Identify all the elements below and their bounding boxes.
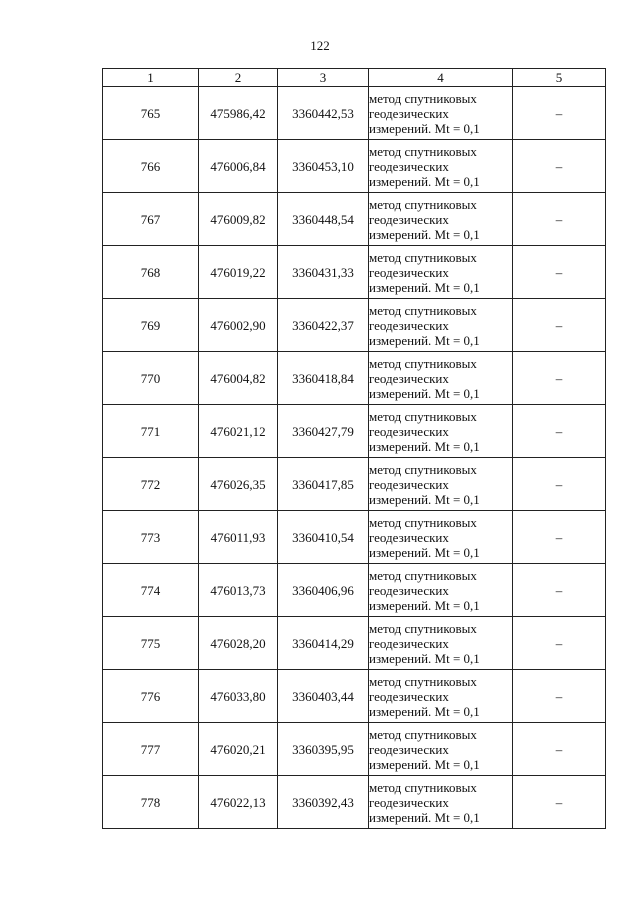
note-cell: – xyxy=(513,723,606,776)
x-coordinate-cell: 476020,21 xyxy=(199,723,278,776)
x-coordinate-cell: 476022,13 xyxy=(199,776,278,829)
method-line: измерений. Mt = 0,1 xyxy=(369,226,480,242)
point-number-cell: 776 xyxy=(103,670,199,723)
method-line: метод спутниковых xyxy=(369,726,477,742)
table-row xyxy=(103,405,606,458)
column-header: 3 xyxy=(278,69,369,87)
method-line: геодезических xyxy=(369,635,449,651)
note-cell: – xyxy=(513,458,606,511)
method-cell xyxy=(369,617,513,670)
point-number-cell: 770 xyxy=(103,352,199,405)
point-number-cell: 773 xyxy=(103,511,199,564)
method-line: измерений. Mt = 0,1 xyxy=(369,120,480,136)
table-row xyxy=(103,246,606,299)
method-line: геодезических xyxy=(369,317,449,333)
y-coordinate-cell: 3360392,43 xyxy=(278,776,369,829)
table-row xyxy=(103,511,606,564)
point-number-cell: 767 xyxy=(103,193,199,246)
x-coordinate-cell: 476013,73 xyxy=(199,564,278,617)
coordinates-table xyxy=(102,68,606,829)
x-coordinate-cell: 476006,84 xyxy=(199,140,278,193)
x-coordinate-cell: 476026,35 xyxy=(199,458,278,511)
point-number-cell: 774 xyxy=(103,564,199,617)
note-cell: – xyxy=(513,299,606,352)
x-coordinate-cell: 476011,93 xyxy=(199,511,278,564)
method-line: метод спутниковых xyxy=(369,249,477,265)
method-line: геодезических xyxy=(369,794,449,810)
method-line: метод спутниковых xyxy=(369,90,477,106)
method-cell xyxy=(369,670,513,723)
y-coordinate-cell: 3360422,37 xyxy=(278,299,369,352)
method-line: геодезических xyxy=(369,476,449,492)
table-header-row xyxy=(103,69,606,87)
method-line: измерений. Mt = 0,1 xyxy=(369,332,480,348)
x-coordinate-cell: 476021,12 xyxy=(199,405,278,458)
method-line: геодезических xyxy=(369,211,449,227)
method-line: метод спутниковых xyxy=(369,567,477,583)
y-coordinate-cell: 3360410,54 xyxy=(278,511,369,564)
table-row xyxy=(103,87,606,140)
method-cell xyxy=(369,511,513,564)
method-line: измерений. Mt = 0,1 xyxy=(369,756,480,772)
y-coordinate-cell: 3360418,84 xyxy=(278,352,369,405)
point-number-cell: 778 xyxy=(103,776,199,829)
table-row xyxy=(103,617,606,670)
method-line: геодезических xyxy=(369,370,449,386)
table-row xyxy=(103,776,606,829)
table-row xyxy=(103,299,606,352)
table-row xyxy=(103,193,606,246)
point-number-cell: 768 xyxy=(103,246,199,299)
point-number-cell: 777 xyxy=(103,723,199,776)
y-coordinate-cell: 3360453,10 xyxy=(278,140,369,193)
y-coordinate-cell: 3360431,33 xyxy=(278,246,369,299)
y-coordinate-cell: 3360448,54 xyxy=(278,193,369,246)
note-cell: – xyxy=(513,564,606,617)
method-line: геодезических xyxy=(369,264,449,280)
note-cell: – xyxy=(513,193,606,246)
method-cell xyxy=(369,776,513,829)
method-line: измерений. Mt = 0,1 xyxy=(369,597,480,613)
method-line: измерений. Mt = 0,1 xyxy=(369,279,480,295)
column-header: 4 xyxy=(369,69,513,87)
method-line: измерений. Mt = 0,1 xyxy=(369,544,480,560)
x-coordinate-cell: 476002,90 xyxy=(199,299,278,352)
y-coordinate-cell: 3360414,29 xyxy=(278,617,369,670)
column-header: 5 xyxy=(513,69,606,87)
note-cell: – xyxy=(513,617,606,670)
method-cell xyxy=(369,87,513,140)
page-number: 122 xyxy=(310,38,330,53)
method-line: геодезических xyxy=(369,423,449,439)
method-line: метод спутниковых xyxy=(369,461,477,477)
point-number-cell: 766 xyxy=(103,140,199,193)
note-cell: – xyxy=(513,511,606,564)
method-line: метод спутниковых xyxy=(369,779,477,795)
table-row xyxy=(103,670,606,723)
method-line: метод спутниковых xyxy=(369,408,477,424)
column-header: 1 xyxy=(103,69,199,87)
note-cell: – xyxy=(513,776,606,829)
method-cell xyxy=(369,723,513,776)
point-number-cell: 765 xyxy=(103,87,199,140)
method-line: геодезических xyxy=(369,688,449,704)
method-line: геодезических xyxy=(369,582,449,598)
method-line: метод спутниковых xyxy=(369,514,477,530)
method-cell xyxy=(369,299,513,352)
point-number-cell: 775 xyxy=(103,617,199,670)
method-cell xyxy=(369,140,513,193)
table-row xyxy=(103,352,606,405)
method-line: метод спутниковых xyxy=(369,355,477,371)
method-cell xyxy=(369,564,513,617)
method-line: измерений. Mt = 0,1 xyxy=(369,438,480,454)
method-line: метод спутниковых xyxy=(369,143,477,159)
method-cell xyxy=(369,405,513,458)
point-number-cell: 772 xyxy=(103,458,199,511)
point-number-cell: 771 xyxy=(103,405,199,458)
x-coordinate-cell: 476019,22 xyxy=(199,246,278,299)
method-cell xyxy=(369,352,513,405)
x-coordinate-cell: 476028,20 xyxy=(199,617,278,670)
point-number-cell: 769 xyxy=(103,299,199,352)
method-line: метод спутниковых xyxy=(369,196,477,212)
table-row xyxy=(103,140,606,193)
table-body xyxy=(103,87,606,829)
method-cell xyxy=(369,193,513,246)
method-line: метод спутниковых xyxy=(369,673,477,689)
y-coordinate-cell: 3360442,53 xyxy=(278,87,369,140)
method-line: геодезических xyxy=(369,105,449,121)
x-coordinate-cell: 476009,82 xyxy=(199,193,278,246)
note-cell: – xyxy=(513,140,606,193)
table-row xyxy=(103,458,606,511)
method-cell xyxy=(369,458,513,511)
method-line: метод спутниковых xyxy=(369,302,477,318)
method-line: измерений. Mt = 0,1 xyxy=(369,491,480,507)
y-coordinate-cell: 3360406,96 xyxy=(278,564,369,617)
method-line: измерений. Mt = 0,1 xyxy=(369,809,480,825)
y-coordinate-cell: 3360395,95 xyxy=(278,723,369,776)
method-line: измерений. Mt = 0,1 xyxy=(369,703,480,719)
note-cell: – xyxy=(513,352,606,405)
method-line: измерений. Mt = 0,1 xyxy=(369,385,480,401)
y-coordinate-cell: 3360417,85 xyxy=(278,458,369,511)
x-coordinate-cell: 475986,42 xyxy=(199,87,278,140)
method-line: измерений. Mt = 0,1 xyxy=(369,650,480,666)
note-cell: – xyxy=(513,87,606,140)
method-line: геодезических xyxy=(369,158,449,174)
x-coordinate-cell: 476004,82 xyxy=(199,352,278,405)
method-line: измерений. Mt = 0,1 xyxy=(369,173,480,189)
method-line: метод спутниковых xyxy=(369,620,477,636)
y-coordinate-cell: 3360403,44 xyxy=(278,670,369,723)
x-coordinate-cell: 476033,80 xyxy=(199,670,278,723)
y-coordinate-cell: 3360427,79 xyxy=(278,405,369,458)
method-line: геодезических xyxy=(369,529,449,545)
table-row xyxy=(103,723,606,776)
note-cell: – xyxy=(513,246,606,299)
note-cell: – xyxy=(513,670,606,723)
note-cell: – xyxy=(513,405,606,458)
method-line: геодезических xyxy=(369,741,449,757)
method-cell xyxy=(369,246,513,299)
column-header: 2 xyxy=(199,69,278,87)
table-row xyxy=(103,564,606,617)
